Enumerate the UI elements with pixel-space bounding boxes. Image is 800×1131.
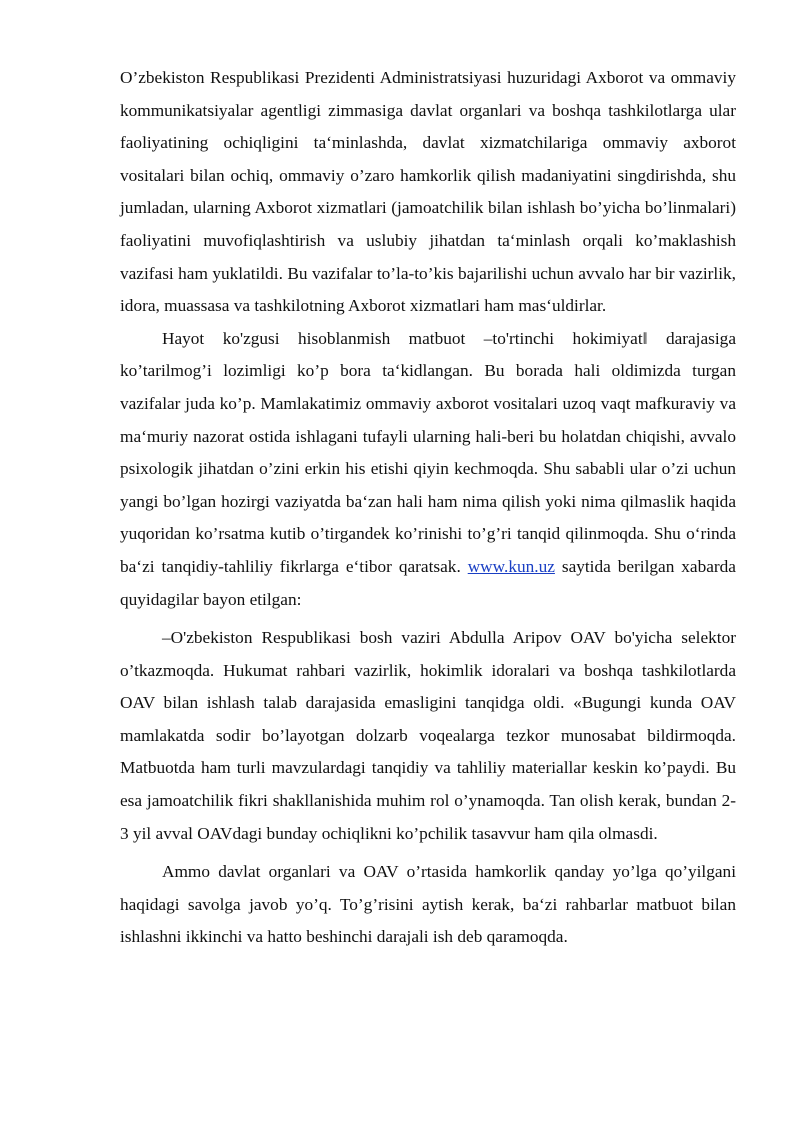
paragraph-agency-duties: O’zbekiston Respublikasi Prezidenti Administratsiyasi huzuridagi Axborot va ommaviy kommunikatsiyalar agentligi zimmasiga davlat organlari va boshqa tashkilotlarga ular faoliyatining ochiqligini ta‘minlashda, davlat xizmatchilariga ommaviy axborot vositalari bilan ochiq, ommaviy o’zaro hamkorlik qilish madaniyatini singdirishda, shu jumladan, ularning Axborot xizmatlari (jamoatchilik bilan ishlash bo’yicha bo’linmalari) faoliyatini muvofiqlashtirish va uslubiy jihatdan ta‘minlash orqali ko’maklashish vazifasi ham yuklatildi. Bu vazifalar to’la-to’kis bajarilishi uchun avvalo har bir vazirlik, idora, muassasa va tashkilotning Axborot xizmatlari ham mas‘uldirlar.	[120, 68, 736, 316]
paragraph-press-text-end: saytida berilgan xabarda quyidagilar bayon etilgan:	[120, 556, 736, 609]
kun-uz-link[interactable]: www.kun.uz	[467, 556, 555, 576]
paragraph-press-text: Hayot ko'zgusi hisoblanmish matbuot –to'rtinchi hokimiyat‖ darajasiga ko’tarilmog’i lozimligi ko’p bora ta‘kidlangan. Bu borada hali oldimizda turgan vazifalar juda ko’p. Mamlakatimiz ommaviy axborot vositalari uzoq vaqt mafkuraviy va ma‘muriy nazorat ostida ishlagani tufayli ularning hali-beri bu holatdan chiqishi, avvalo psixologik jihatdan o’zini erkin his etishi qiyin kechmoqda. Shu sababli ular o’zi uchun yangi bo’lgan hozirgi vaziyatda ba‘zan hali ham nima qilish yoki nima qilmaslik haqida yuqoridan ko’rsatma kutib o’tirgandek ko’rinishi to’g’ri tanqid qilinmoqda. Shu o‘rinda ba‘zi tanqidiy-tahliliy fikrlarga e‘tibor qaratsak.	[120, 328, 736, 576]
paragraph-cooperation-question: Ammo davlat organlari va OAV o’rtasida hamkorlik qanday yo’lga qo’yilgani haqidagi savolga javob yo’q. To’g’risini aytish kerak, ba‘zi rahbarlar matbuot bilan ishlashni ikkinchi va hatto beshinchi darajali ish deb qaramoqda.	[120, 862, 736, 947]
paragraph-prime-minister-quote: –O'zbekiston Respublikasi bosh vaziri Abdulla Aripov OAV bo'yicha selektor o’tkazmoqda. Hukumat rahbari vazirlik, hokimlik idoralari va boshqa tashkilotlarda OAV bilan ishlash talab darajasida emasligini tanqidga oldi. «Bugungi kunda OAV mamlakatda sodir bo’layotgan dolzarb voqealarga tezkor munosabat bildirmoqda. Matbuotda ham turli mavzulardagi tanqidiy va tahliliy materiallar keskin ko’paydi. Bu esa jamoatchilik fikri shakllanishida muhim rol o’ynamoqda. Tan olish kerak, bundan 2-3 yil avval OAVdagi bunday ochiqlikni ko’pchilik tasavvur ham qila olmasdi.	[120, 628, 736, 843]
document-page	[120, 62, 736, 954]
paragraph-press-fourth-power	[120, 323, 736, 616]
